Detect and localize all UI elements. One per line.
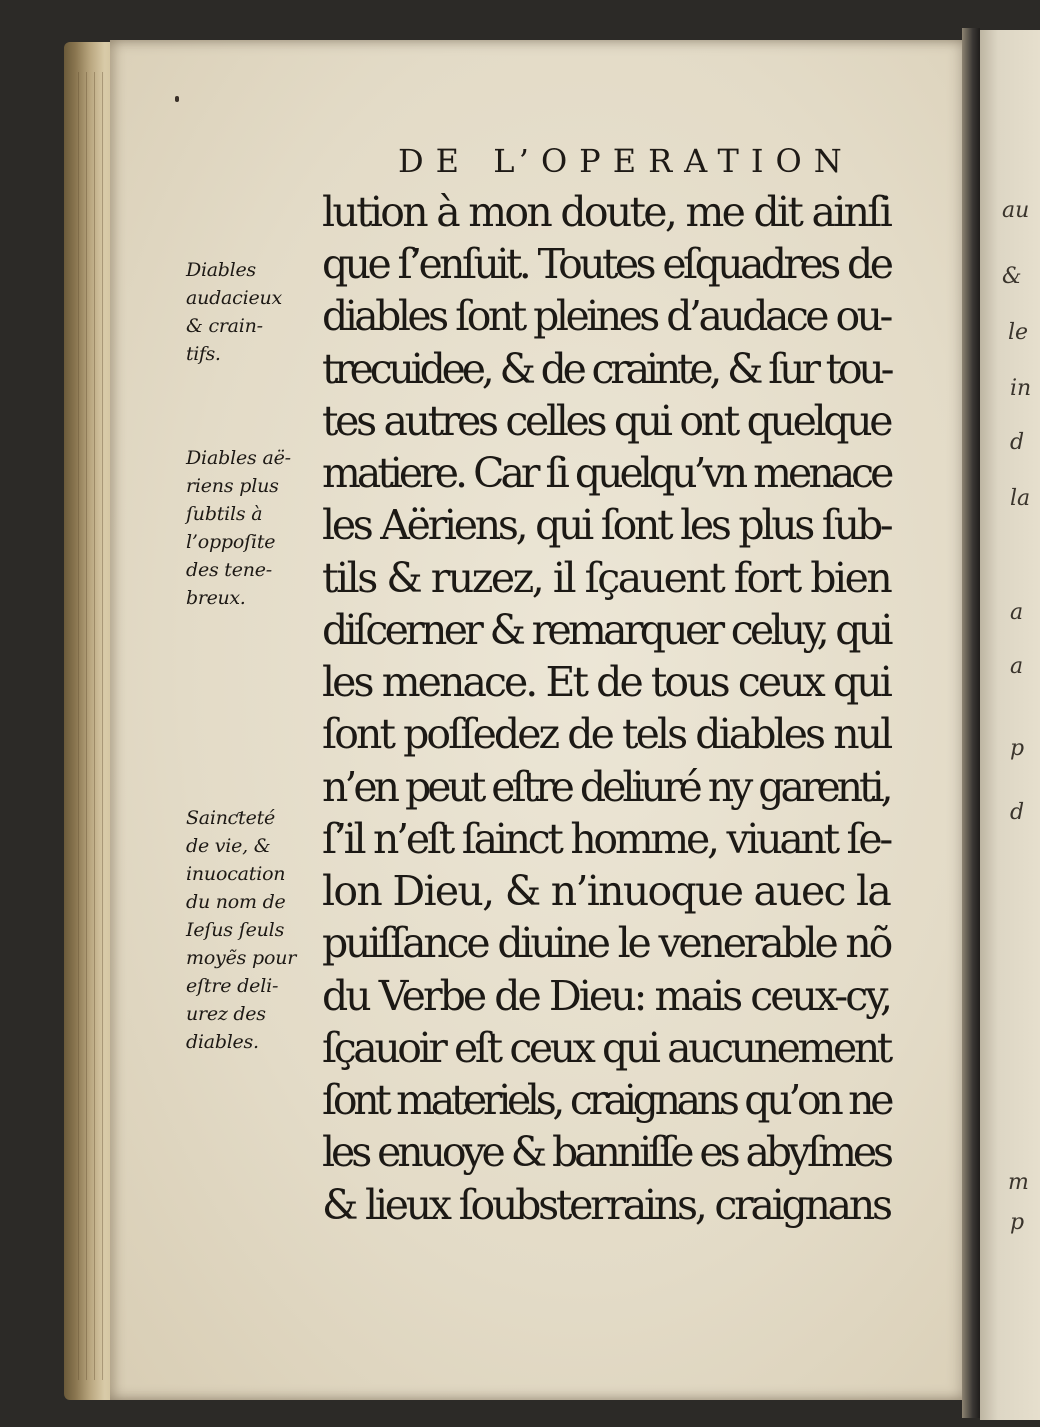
book-gutter [962,28,980,1418]
margin-note-line: audacieux [186,287,282,309]
margin-note-line: moyẽs pour [186,947,297,969]
facing-page-fragment: a [1010,654,1024,679]
facing-page-fragment: p [1010,1210,1025,1235]
margin-note-line: & crain- [186,315,263,337]
facing-page-fragment: in [1010,376,1032,401]
margin-note-line: ſubtils à [186,503,263,525]
text-line: ſont poſſedez de tels diables nul [322,710,891,758]
facing-page-fragment: d [1010,430,1025,455]
text-line: ſçauoir eſt ceux qui aucunement [322,1024,890,1072]
facing-page-fragment: au [1002,198,1030,223]
margin-note-line: Diables [186,259,256,281]
margin-note [186,804,322,1056]
text-line: les menace. Et de tous ceux qui [322,658,890,706]
margin-note-line: l’oppoſite [186,531,276,553]
text-line: que ſ’enſuit. Toutes eſquadres de [322,240,891,288]
facing-page-edge [980,30,1040,1420]
margin-note-line: Ieſus ſeuls [186,919,285,941]
margin-note-line: eſtre deli- [186,975,279,997]
margin-note-line: des tene- [186,559,272,581]
text-line: trecuidee, & de crainte, & ſur tou- [322,345,891,393]
text-line: tes autres celles qui ont quelque [322,397,891,445]
ink-speck [175,96,179,102]
margin-note-line: urez des [186,1003,266,1025]
text-line: ſont materiels, craignans qu’on ne [322,1076,891,1124]
text-line: tils & ruzez, il ſçauent fort bien [322,554,891,602]
margin-note-line: breux. [186,587,246,609]
margin-note-line: du nom de [186,891,286,913]
text-line: les Aëriens, qui ſont les plus ſub- [322,501,891,549]
text-line: & lieux ſoubsterrains, craignans [322,1181,890,1229]
margin-note-line: diables. [186,1031,259,1053]
text-line: les enuoye & banniſſe es abyſmes [322,1128,891,1176]
text-line: lution à mon doute, me dit ainſi [322,188,891,236]
text-line: matiere. Car ſi quelqu’vn menace [322,449,891,497]
text-line: n’en peut eſtre deliuré ny garenti, [322,763,890,811]
margin-note-line: Sainƈteté [186,807,276,829]
edge-line [102,72,103,1380]
facing-page-fragment: & [1002,264,1022,289]
margin-note-line: riens plus [186,475,279,497]
text-line: ſ’il n’eſt ſainct homme, viuant ſe- [322,815,890,863]
facing-page-fragment: la [1010,486,1031,511]
margin-note-line: Diables aë- [186,447,291,469]
margin-note-line: de vie, & [186,835,271,857]
facing-page-fragment: p [1010,736,1025,761]
edge-line [94,72,95,1380]
margin-note [186,444,322,612]
text-line: lon Dieu, & n’inuoque auec la [322,867,891,915]
facing-page-fragment: m [1008,1170,1029,1195]
facing-page-fragment: le [1008,320,1029,345]
margin-note-line: inuocation [186,863,286,885]
edge-line [86,72,87,1380]
margin-note-line: tifs. [186,343,221,365]
text-line: diſcerner & remarquer celuy, qui [322,606,890,654]
facing-page-fragment: d [1010,800,1025,825]
running-head: DE L’OPERATION [398,142,854,180]
text-line: puiſſance diuine le venerable nõ [322,919,891,967]
text-line: du Verbe de Dieu: mais ceux-cy, [322,972,891,1020]
facing-page-fragment: a [1010,600,1024,625]
margin-note [186,256,322,368]
text-line: diables ſont pleines d’audace ou- [322,292,890,340]
edge-line [78,72,79,1380]
